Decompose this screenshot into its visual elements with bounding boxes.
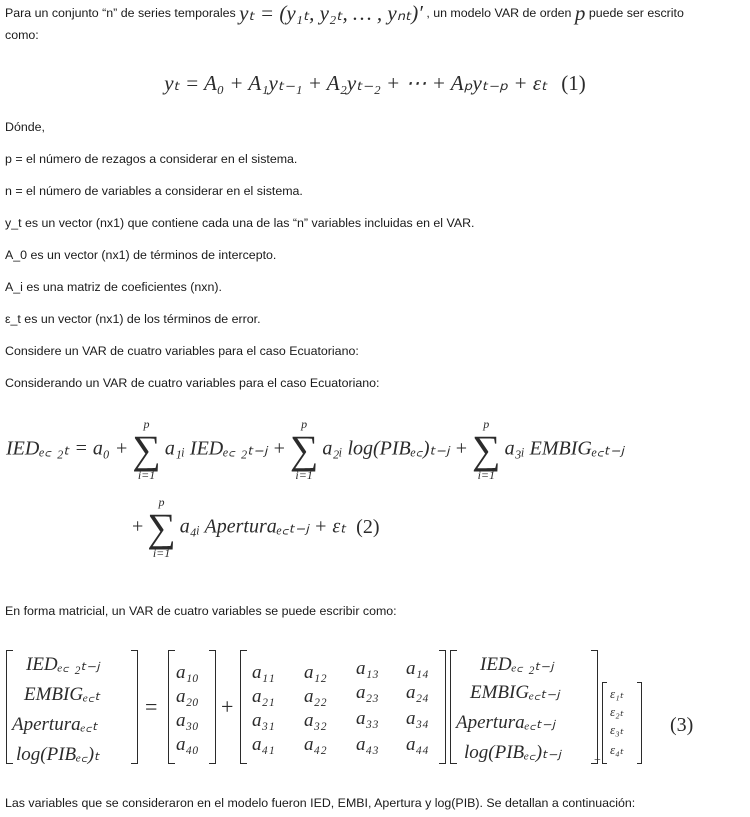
matrix-intro-paragraph: En forma matricial, un VAR de cuatro variables se puede escribir como: — [5, 604, 397, 618]
coefficient-entry: a₄₂ — [304, 734, 327, 755]
intercept-vector — [168, 648, 216, 766]
equation-2-line-1 — [6, 418, 624, 482]
coefficient-entry: a₃₁ — [252, 710, 275, 731]
bracket-left — [450, 650, 457, 764]
error-entry: ε₁ₜ — [610, 686, 624, 701]
intercept-entry: a₄₀ — [176, 734, 199, 755]
definitions-heading: Dónde, — [5, 120, 45, 134]
rhs-vector-entry: log(PIBₑ꜀)ₜ₋ⱼ — [464, 742, 561, 763]
sigma-icon: ∑ — [147, 505, 176, 550]
intro-text-after: puede ser escrito — [585, 6, 684, 20]
var-order-math: p — [574, 1, 586, 25]
rhs-vector-entry: Aperturaₑ꜀ₜ₋ⱼ — [456, 712, 556, 733]
summation-2 — [290, 418, 319, 482]
consider-paragraph-1: Considere un VAR de cuatro variables para el caso Ecuatoriano: — [5, 344, 359, 358]
intro-text-middle: , un modelo VAR de orden — [422, 6, 575, 20]
coefficient-entry: a₄₁ — [252, 734, 275, 755]
bracket-right — [209, 650, 216, 764]
equation-2-line-2 — [132, 496, 380, 560]
lhs-vector-entry: Aperturaₑ꜀ₜ — [12, 714, 98, 735]
lhs-vector-entry: log(PIBₑ꜀)ₜ — [16, 744, 100, 765]
definition-item: ε_t es un vector (nx1) de los términos de error. — [5, 312, 261, 326]
rhs-vector-entry: IEDₑ꜀ ₂ₜ₋ⱼ — [480, 654, 554, 675]
equation-2-term-1: a₁ᵢ IEDₑ꜀ ₂ₜ₋ⱼ + — [164, 437, 286, 460]
coefficient-entry: a₂₄ — [406, 682, 429, 703]
sum-lower-limit: i=1 — [477, 468, 496, 482]
coefficient-entry: a₃₂ — [304, 710, 327, 731]
coefficient-matrix — [240, 648, 446, 766]
sum-upper-limit: p — [483, 417, 490, 431]
coefficient-entry: a₃₄ — [406, 708, 429, 729]
sum-upper-limit: p — [301, 417, 308, 431]
error-entry: ε₄ₜ — [610, 742, 624, 757]
definition-item: A_0 es un vector (nx1) de términos de intercepto. — [5, 248, 277, 262]
equation-1-expression: yₜ = A₀ + A₁yₜ₋₁ + A₂yₜ₋₂ + ⋯ + Aₚyₜ₋ₚ + εₜ — [164, 71, 548, 95]
summation-3 — [472, 418, 501, 482]
coefficient-entry: a₃₃ — [356, 708, 379, 729]
equation-3-tag: (3) — [670, 714, 694, 736]
equation-1-tag: (1) — [561, 71, 586, 95]
bracket-right — [439, 650, 446, 764]
equation-2-term-4: a₄ᵢ Aperturaₑ꜀ₜ₋ⱼ + εₜ — [179, 515, 347, 538]
lhs-vector-entry: EMBIGₑ꜀ₜ — [24, 684, 101, 705]
consider-paragraph-2: Considerando un VAR de cuatro variables para el caso Ecuatoriano: — [5, 376, 380, 390]
lhs-vector-entry: IEDₑ꜀ ₂ₜ₋ⱼ — [26, 654, 100, 675]
coefficient-entry: a₂₂ — [304, 686, 327, 707]
coefficient-entry: a₂₁ — [252, 686, 275, 707]
lhs-vector — [6, 648, 138, 766]
equation-2-line-2-plus: + — [132, 515, 144, 538]
equation-1 — [0, 71, 750, 96]
plus-sign: + — [221, 694, 234, 719]
sum-lower-limit: i=1 — [295, 468, 313, 482]
error-vector — [602, 680, 642, 766]
sum-upper-limit: p — [158, 495, 165, 509]
bracket-right — [131, 650, 138, 764]
bracket-left — [168, 650, 175, 764]
rhs-vector-entry: EMBIGₑ꜀ₜ₋ⱼ — [470, 682, 560, 703]
intercept-entry: a₁₀ — [176, 662, 199, 683]
coefficient-entry: a₄₃ — [356, 734, 379, 755]
bracket-right — [637, 682, 642, 764]
intro-text-before: Para un conjunto “n” de series temporales — [5, 6, 240, 20]
coefficient-entry: a₄₄ — [406, 734, 429, 755]
equation-2-lhs: IEDₑ꜀ ₂ₜ = a₀ + — [6, 437, 129, 460]
coefficient-entry: a₂₃ — [356, 682, 379, 703]
intercept-entry: a₃₀ — [176, 710, 199, 731]
sigma-icon: ∑ — [472, 427, 501, 472]
sum-lower-limit: i=1 — [152, 546, 171, 560]
definition-item: y_t es un vector (nx1) que contiene cada una de las “n” variables incluidas en el VAR. — [5, 216, 475, 230]
bracket-left — [602, 682, 607, 764]
equation-2-term-3: a₃ᵢ EMBIGₑ꜀ₜ₋ⱼ — [504, 437, 624, 460]
definition-item: p = el número de rezagos a considerar en el sistema. — [5, 152, 298, 166]
coefficient-entry: a₁₄ — [406, 658, 429, 679]
error-entry: ε₃ₜ — [610, 722, 624, 737]
intro-paragraph — [5, 1, 684, 25]
equals-sign: = — [145, 694, 158, 719]
closing-paragraph: Las variables que se consideraron en el modelo fueron IED, EMBI, Apertura y log(PIB). Se detallan a continuación: — [5, 796, 636, 810]
bracket-left — [6, 650, 13, 764]
sigma-icon: ∑ — [289, 427, 319, 472]
equation-3 — [6, 648, 706, 766]
coefficient-entry: a₁₃ — [356, 658, 379, 679]
summation-1 — [132, 418, 161, 482]
coefficient-entry: a₁₂ — [304, 662, 327, 683]
error-entry: ε₂ₜ — [610, 704, 624, 719]
bracket-right — [591, 650, 598, 764]
definition-item: A_i es una matriz de coeficientes (nxn). — [5, 280, 222, 294]
bracket-left — [240, 650, 247, 764]
definition-item: n = el número de variables a considerar en el sistema. — [5, 184, 303, 198]
intercept-entry: a₂₀ — [176, 686, 199, 707]
small-plus-sign: + — [594, 752, 601, 766]
vector-definition-math: yₜ = (y₁ₜ, y₂ₜ, … , yₙₜ)′ — [239, 1, 423, 25]
summation-4 — [147, 496, 176, 560]
sum-lower-limit: i=1 — [137, 468, 156, 482]
intro-line-2: como: — [5, 28, 39, 42]
rhs-lagged-vector — [450, 648, 598, 766]
equation-2-tag: (2) — [356, 515, 380, 538]
sum-upper-limit: p — [143, 417, 150, 431]
equation-2-term-2: a₂ᵢ log(PIBₑ꜀)ₜ₋ⱼ + — [322, 437, 469, 460]
coefficient-entry: a₁₁ — [252, 662, 275, 683]
sigma-icon: ∑ — [132, 427, 161, 472]
